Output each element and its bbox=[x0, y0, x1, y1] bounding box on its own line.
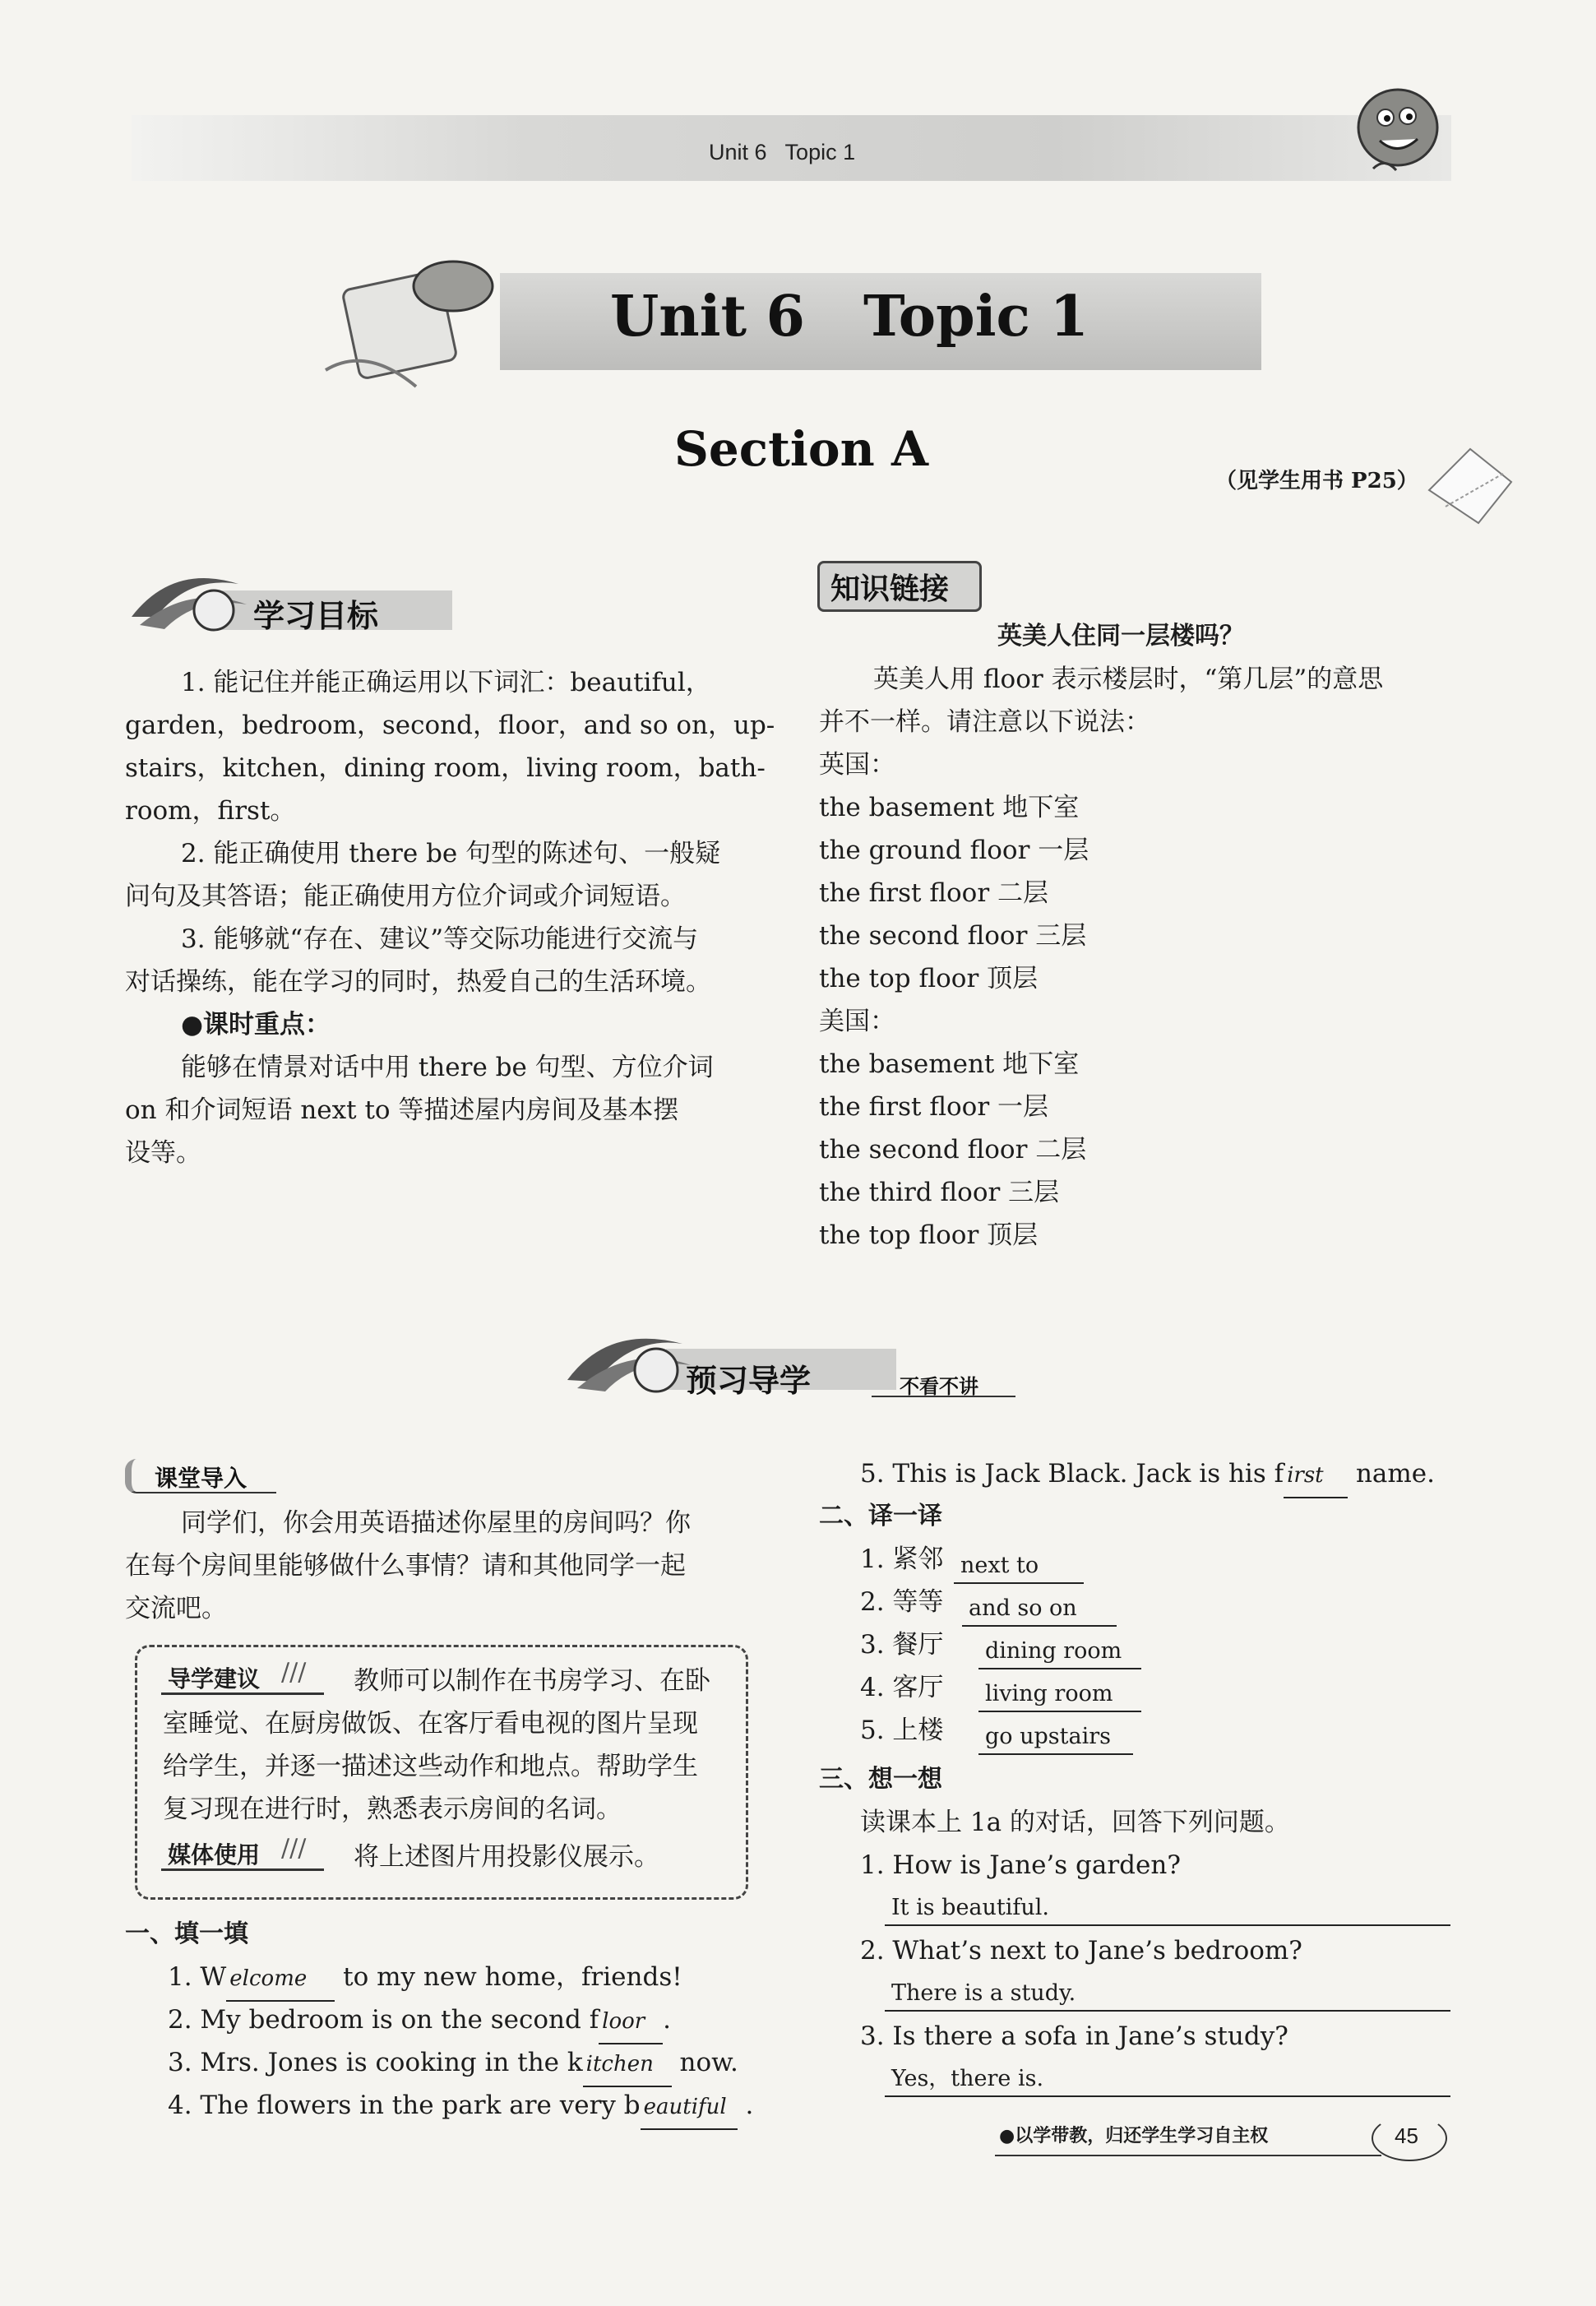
unit-title: Unit 6 Topic 1 bbox=[610, 284, 1089, 350]
mascot-icon bbox=[1349, 78, 1447, 185]
translate-item: 3. 餐厅 bbox=[860, 1630, 944, 1660]
key-point-line: 设等。 bbox=[125, 1138, 201, 1168]
key-point-line: on 和介词短语 next to 等描述屋内房间及基本摆 bbox=[125, 1095, 679, 1125]
fill-item-prefix: 3. Mrs. Jones is cooking in the k bbox=[168, 2048, 583, 2077]
footer-slogan: ●以学带教，归还学生学习自主权 bbox=[999, 2125, 1269, 2146]
reference-stamp-icon bbox=[1421, 441, 1520, 531]
goal-line: garden，bedroom，second，floor，and so on，up- bbox=[125, 711, 775, 740]
goal-line: room，first。 bbox=[125, 796, 296, 826]
think-question: 1. How is Jane’s garden? bbox=[860, 1850, 1181, 1880]
learning-goals-heading: 学习目标 bbox=[253, 598, 379, 634]
fill-item-1 bbox=[168, 1956, 682, 2002]
us-label: 美国： bbox=[819, 1007, 895, 1036]
preview-subheading: 不看不讲 bbox=[900, 1375, 978, 1398]
goal-line: 2. 能正确使用 there be 句型的陈述句、一般疑 bbox=[181, 839, 721, 868]
guide-label: 导学建议 bbox=[168, 1665, 261, 1692]
uk-label: 英国： bbox=[819, 750, 895, 780]
translate-answer[interactable]: go upstairs bbox=[978, 1720, 1133, 1755]
classroom-intro-line: 同学们，你会用英语描述你屋里的房间吗？你 bbox=[181, 1508, 691, 1538]
classroom-intro-line: 交流吧。 bbox=[125, 1594, 227, 1623]
knowledge-intro-line: 并不一样。请注意以下说法： bbox=[819, 707, 1150, 737]
translate-item: 2. 等等 bbox=[860, 1587, 944, 1617]
fill-answer-blank[interactable]: loor bbox=[599, 2000, 663, 2044]
goal-line: 1. 能记住并能正确运用以下词汇：beautiful， bbox=[181, 668, 711, 697]
think-question: 3. Is there a sofa in Jane’s study? bbox=[860, 2021, 1288, 2051]
fill-item-2 bbox=[168, 1998, 671, 2044]
key-point-label: ●课时重点： bbox=[181, 1010, 331, 1040]
translate-heading: 二、译一译 bbox=[819, 1502, 942, 1530]
goal-line: 3. 能够就“存在、建议”等交际功能进行交流与 bbox=[181, 924, 699, 954]
translate-item: 1. 紧邻 bbox=[860, 1544, 944, 1574]
translate-item: 5. 上楼 bbox=[860, 1716, 944, 1745]
think-answer[interactable]: It is beautiful. bbox=[885, 1892, 1450, 1926]
footer-rule bbox=[995, 2155, 1381, 2156]
translate-item: 4. 客厅 bbox=[860, 1673, 944, 1702]
translate-answer[interactable]: dining room bbox=[978, 1635, 1141, 1669]
fill-item-prefix: 4. The flowers in the park are very b bbox=[168, 2091, 641, 2120]
guide-line: 给学生，并逐一描述这些动作和地点。帮助学生 bbox=[163, 1752, 698, 1781]
header-running-title: Unit 6 Topic 1 bbox=[709, 140, 856, 164]
us-item: the basement 地下室 bbox=[819, 1049, 1080, 1079]
media-label: 媒体使用 bbox=[168, 1841, 261, 1868]
fill-item-suffix: now. bbox=[679, 2048, 738, 2077]
guide-line: 室睡觉、在厨房做饭、在客厅看电视的图片呈现 bbox=[163, 1709, 698, 1739]
goal-line: 问句及其答语；能正确使用方位介词或介词短语。 bbox=[125, 882, 686, 911]
knowledge-link-title: 英美人住同一层楼吗？ bbox=[997, 622, 1244, 651]
uk-item: the ground floor 一层 bbox=[819, 836, 1089, 865]
uk-item: the basement 地下室 bbox=[819, 793, 1080, 822]
fill-item-prefix: 2. My bedroom is on the second f bbox=[168, 2005, 599, 2035]
us-item: the second floor 二层 bbox=[819, 1135, 1087, 1165]
us-item: the third floor 三层 bbox=[819, 1178, 1060, 1207]
fill-answer-blank[interactable]: elcome bbox=[226, 1957, 335, 2002]
us-item: the top floor 顶层 bbox=[819, 1220, 1039, 1250]
fill-item-suffix: name. bbox=[1355, 1459, 1435, 1489]
student-book-reference: （见学生用书 P25） bbox=[1215, 469, 1418, 493]
fill-item-suffix: . bbox=[663, 2005, 672, 2035]
translate-answer[interactable]: next to bbox=[954, 1549, 1084, 1584]
media-slash-icon: /// bbox=[281, 1834, 307, 1863]
guide-slash-icon: /// bbox=[281, 1658, 307, 1687]
translate-answer[interactable]: living room bbox=[978, 1678, 1141, 1712]
knowledge-intro-line: 英美人用 floor 表示楼层时，“第几层”的意思 bbox=[873, 664, 1384, 694]
uk-item: the first floor 二层 bbox=[819, 878, 1049, 908]
fill-item-3 bbox=[168, 2041, 738, 2087]
guide-line: 复习现在进行时，熟悉表示房间的名词。 bbox=[163, 1794, 622, 1824]
fill-item-4 bbox=[168, 2084, 753, 2130]
us-item: the first floor 一层 bbox=[819, 1092, 1049, 1122]
uk-item: the top floor 顶层 bbox=[819, 964, 1039, 993]
banner-decoration-icon bbox=[317, 247, 507, 395]
knowledge-link-tag-label: 知识链接 bbox=[830, 572, 950, 606]
guide-line: 教师可以制作在书房学习、在卧 bbox=[354, 1666, 710, 1696]
preview-heading: 预习导学 bbox=[686, 1363, 812, 1399]
fill-item-suffix: . bbox=[745, 2091, 754, 2120]
fill-answer-blank[interactable]: irst bbox=[1284, 1454, 1348, 1498]
think-heading: 三、想一想 bbox=[819, 1765, 942, 1794]
fill-answer-blank[interactable]: itchen bbox=[583, 2043, 672, 2087]
media-text: 将上述图片用投影仪展示。 bbox=[354, 1842, 659, 1872]
section-title: Section A bbox=[674, 421, 928, 477]
fill-item-suffix: to my new home，friends! bbox=[343, 1962, 682, 1992]
think-answer[interactable]: There is a study. bbox=[885, 1977, 1450, 2012]
page-number: 45 bbox=[1395, 2123, 1418, 2148]
classroom-intro-line: 在每个房间里能够做什么事情？请和其他同学一起 bbox=[125, 1551, 686, 1581]
think-question: 2. What’s next to Jane’s bedroom? bbox=[860, 1936, 1302, 1966]
think-answer[interactable]: Yes，there is. bbox=[885, 2063, 1450, 2097]
fill-item-prefix: 5. This is Jack Black. Jack is his f bbox=[860, 1459, 1284, 1489]
key-point-line: 能够在情景对话中用 there be 句型、方位介词 bbox=[181, 1053, 714, 1082]
translate-answer[interactable]: and so on bbox=[962, 1592, 1117, 1627]
goal-line: stairs，kitchen，dining room，living room，bath- bbox=[125, 753, 766, 783]
fill-answer-blank[interactable]: eautiful bbox=[641, 2086, 738, 2130]
fill-item-prefix: 1. W bbox=[168, 1962, 227, 1992]
classroom-intro-label: 课堂导入 bbox=[155, 1465, 247, 1492]
think-instruction: 读课本上 1a 的对话，回答下列问题。 bbox=[860, 1808, 1290, 1837]
uk-item: the second floor 三层 bbox=[819, 921, 1087, 951]
goal-line: 对话操练，能在学习的同时，热爱自己的生活环境。 bbox=[125, 967, 711, 997]
fill-in-heading: 一、填一填 bbox=[125, 1919, 248, 1948]
fill-item-5 bbox=[860, 1452, 1435, 1498]
